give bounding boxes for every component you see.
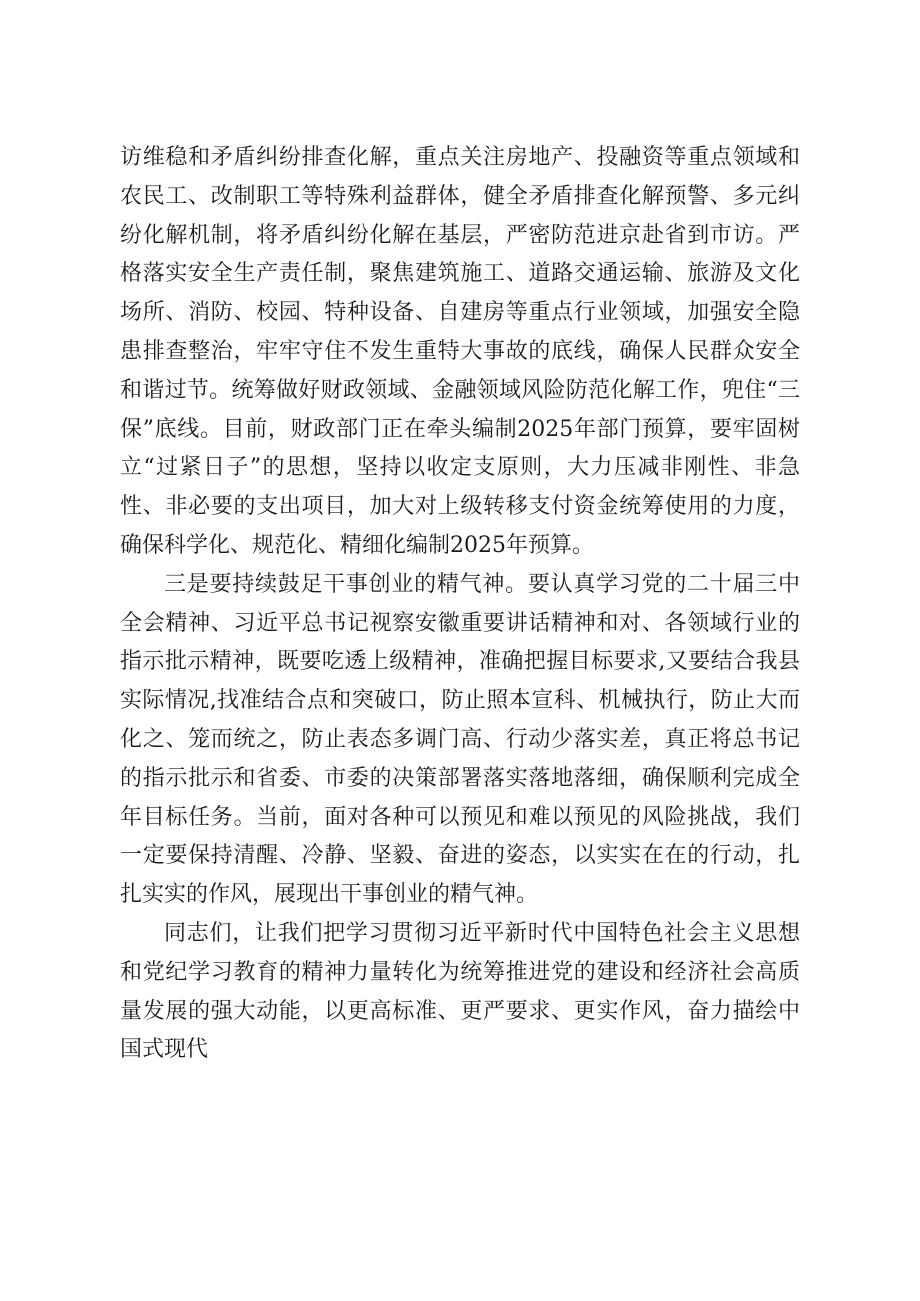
paragraph-3: 同志们，让我们把学习贯彻习近平新时代中国特色社会主义思想和党纪学习教育的精神力量转化为统筹推进党的建设和经济社会高质量发展的强大动能，以更高标准、更严要求、更实作风，奋力描绘中国式现代 (120, 920, 800, 1063)
document-body (120, 139, 800, 1070)
paragraph-2: 三是要持续鼓足干事创业的精气神。要认真学习党的二十届三中全会精神、习近平总书记视察安徽重要讲话精神和对、各领域行业的指示批示精神，既要吃透上级精神，准确把握目标要求,又要结合我县实际情况,找准结合点和突破口，防止照本宣科、机械执行，防止大而化之、笼而统之，防止表态多调门高、行动少落实差，真正将总书记的指示批示和省委、市委的决策部署落实落地落细，确保顺利完成全年目标任务。当前，面对各种可以预见和难以预见的风险挑战，我们一定要保持清醒、冷静、坚毅、奋进的姿态，以实实在在的行动，扎扎实实的作风，展现出干事创业的精气神。 (120, 571, 800, 908)
paragraph-1: 访维稳和矛盾纠纷排查化解，重点关注房地产、投融资等重点领域和农民工、改制职工等特殊利益群体，健全矛盾排查化解预警、多元纠纷化解机制，将矛盾纠纷化解在基层，严密防范进京赴省到市访。严格落实安全生产责任制，聚焦建筑施工、道路交通运输、旅游及文化场所、消防、校园、特种设备、自建房等重点行业领域，加强安全隐患排查整治，牢牢守住不发生重特大事故的底线，确保人民群众安全和谐过节。统筹做好财政领域、金融领域风险防范化解工作，兜住“三保”底线。目前，财政部门正在牵头编制2025年部门预算，要牢固树立“过紧日子”的思想，坚持以收定支原则，大力压减非刚性、非急性、非必要的支出项目，加大对上级转移支付资金统筹使用的力度，确保科学化、规范化、精细化编制2025年预算。 (120, 145, 800, 558)
